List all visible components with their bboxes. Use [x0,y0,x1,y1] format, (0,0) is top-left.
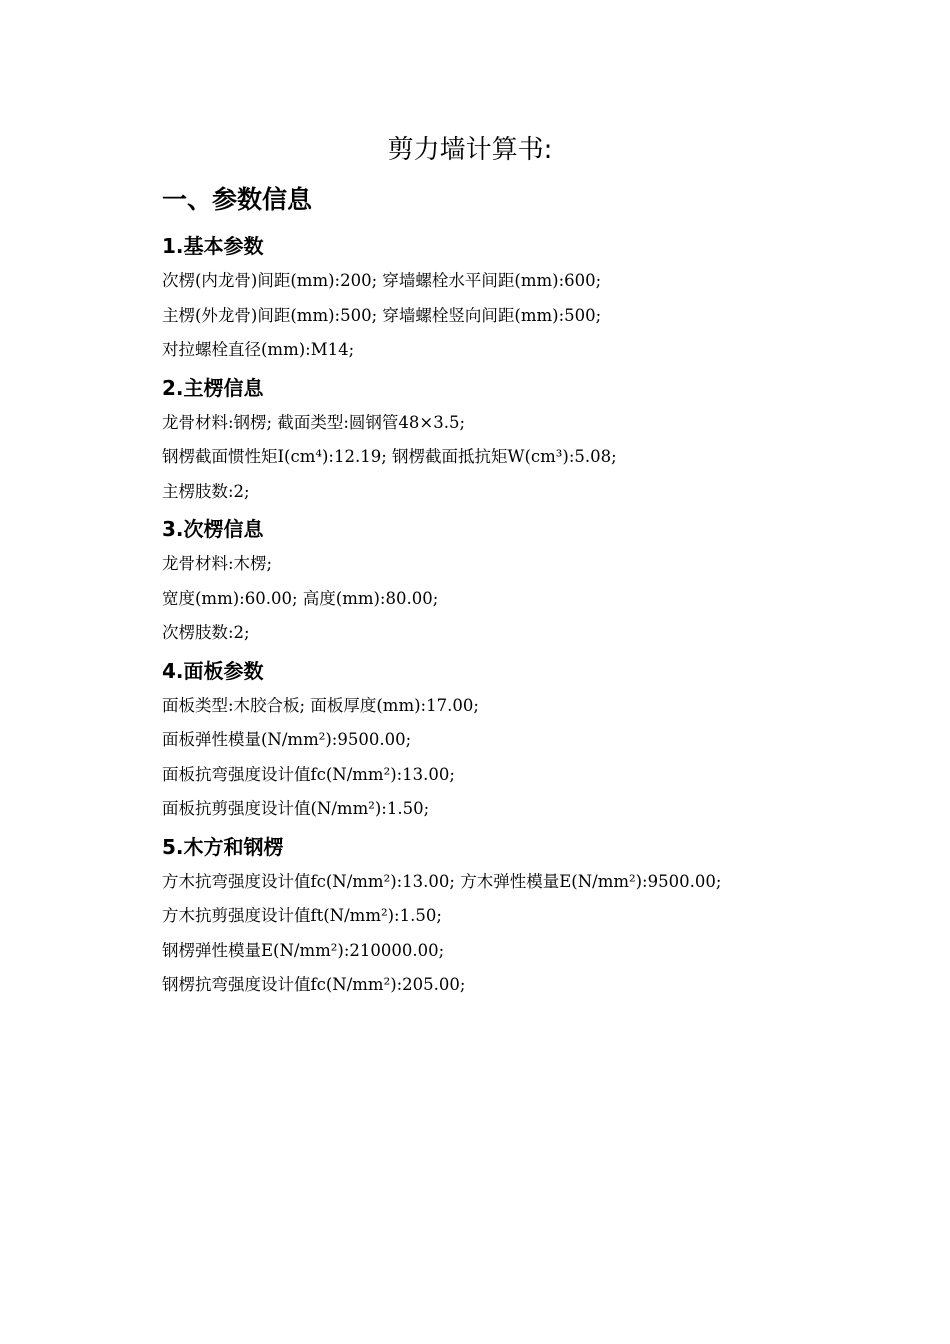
subsection-secondary-joist [162,513,902,651]
subsection-heading: 1.基本参数 [162,234,264,258]
text-line: 主楞(外龙骨)间距(mm):500; 穿墙螺栓竖向间距(mm):500; [162,305,602,325]
text-line: 面板抗弯强度设计值fc(N/mm²):13.00; [162,764,455,784]
subsection-heading: 2.主楞信息 [162,375,264,400]
text-line: 次楞肢数:2; [162,623,250,642]
text-line: 面板抗剪强度设计值(N/mm²):1.50; [162,799,430,818]
text-line: 钢楞截面惯性矩I(cm⁴):12.19; 钢楞截面抵抗矩W(cm³):5.08; [162,447,617,466]
text-line: 钢楞抗弯强度设计值fc(N/mm²):205.00; [162,975,466,994]
subsection-heading: 4.面板参数 [162,658,264,683]
text-line: 方木抗剪强度设计值ft(N/mm²):1.50; [162,906,442,925]
subsection-basic-parameters [162,230,902,368]
subsection-main-joist [162,372,902,510]
document-body [162,180,902,1003]
text-line: 面板类型:木胶合板; 面板厚度(mm):17.00; [162,695,479,715]
text-line: 次楞(内龙骨)间距(mm):200; 穿墙螺栓水平间距(mm):600; [162,271,602,290]
subsection-panel-parameters [162,655,902,827]
text-line: 龙骨材料:钢楞; 截面类型:圆钢管48×3.5; [162,412,466,432]
subsection-heading: 3.次楞信息 [162,517,264,541]
text-line: 面板弹性模量(N/mm²):9500.00; [162,730,412,749]
text-line: 钢楞弹性模量E(N/mm²):210000.00; [162,940,445,960]
text-line: 方木抗弯强度设计值fc(N/mm²):13.00; 方木弹性模量E(N/mm²):9500.00; [162,871,722,891]
page-title: 剪力墙计算书: [387,135,553,165]
subsection-heading: 5.木方和钢楞 [162,834,284,859]
text-line: 主楞肢数:2; [162,481,250,501]
text-line: 宽度(mm):60.00; 高度(mm):80.00; [162,588,439,608]
section-heading-parameters: 一、参数信息 [162,185,313,214]
text-line: 对拉螺栓直径(mm):M14; [162,340,355,359]
subsection-timber-and-steel [162,831,902,1003]
text-line: 龙骨材料:木楞; [162,554,273,573]
